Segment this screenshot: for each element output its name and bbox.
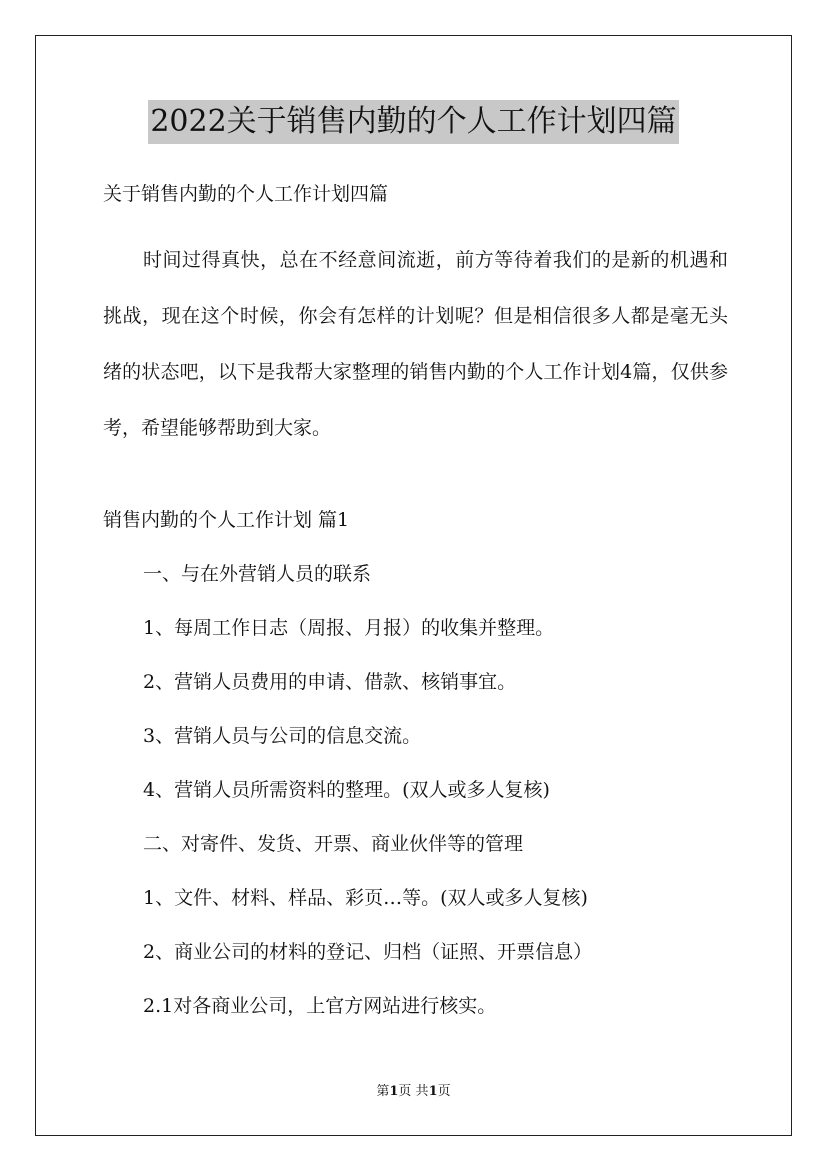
title-container xyxy=(0,100,827,144)
list-item: 二、对寄件、发货、开票、商业伙伴等的管理 xyxy=(143,833,524,855)
document-subtitle: 关于销售内勤的个人工作计划四篇 xyxy=(103,183,389,205)
list-item: 2、营销人员费用的申请、借款、核销事宜。 xyxy=(143,671,517,693)
list-item: 1、文件、材料、样品、彩页…等。(双人或多人复核) xyxy=(143,887,588,909)
page-number-prefix: 第 xyxy=(376,1084,390,1099)
page-number-current: 1 xyxy=(389,1084,399,1099)
list-item: 1、每周工作日志（周报、月报）的收集并整理。 xyxy=(143,617,555,639)
list-item: 2、商业公司的材料的登记、归档（证照、开票信息） xyxy=(143,941,593,963)
intro-paragraph: 时间过得真快，总在不经意间流逝，前方等待着我们的是新的机遇和挑战，现在这个时候，你会有怎样的计划呢？但是相信很多人都是毫无头绪的状态吧，以下是我帮大家整理的销售内勤的个人工作计划4篇，仅供参考，希望能够帮助到大家。 xyxy=(103,249,728,439)
page-number-total: 1 xyxy=(428,1084,438,1099)
page-footer xyxy=(0,1083,827,1101)
list-item: 2.1对各商业公司，上官方网站进行核实。 xyxy=(143,995,497,1017)
page-number-middle: 页 共 xyxy=(398,1084,429,1099)
document-title: 2022关于销售内勤的个人工作计划四篇 xyxy=(148,100,678,144)
section-heading: 销售内勤的个人工作计划 篇1 xyxy=(103,509,350,531)
list-item: 4、营销人员所需资料的整理。(双人或多人复核) xyxy=(143,779,550,801)
page-number-suffix: 页 xyxy=(437,1084,451,1099)
list-item: 3、营销人员与公司的信息交流。 xyxy=(143,725,422,747)
list-item: 一、与在外营销人员的联系 xyxy=(143,563,372,585)
